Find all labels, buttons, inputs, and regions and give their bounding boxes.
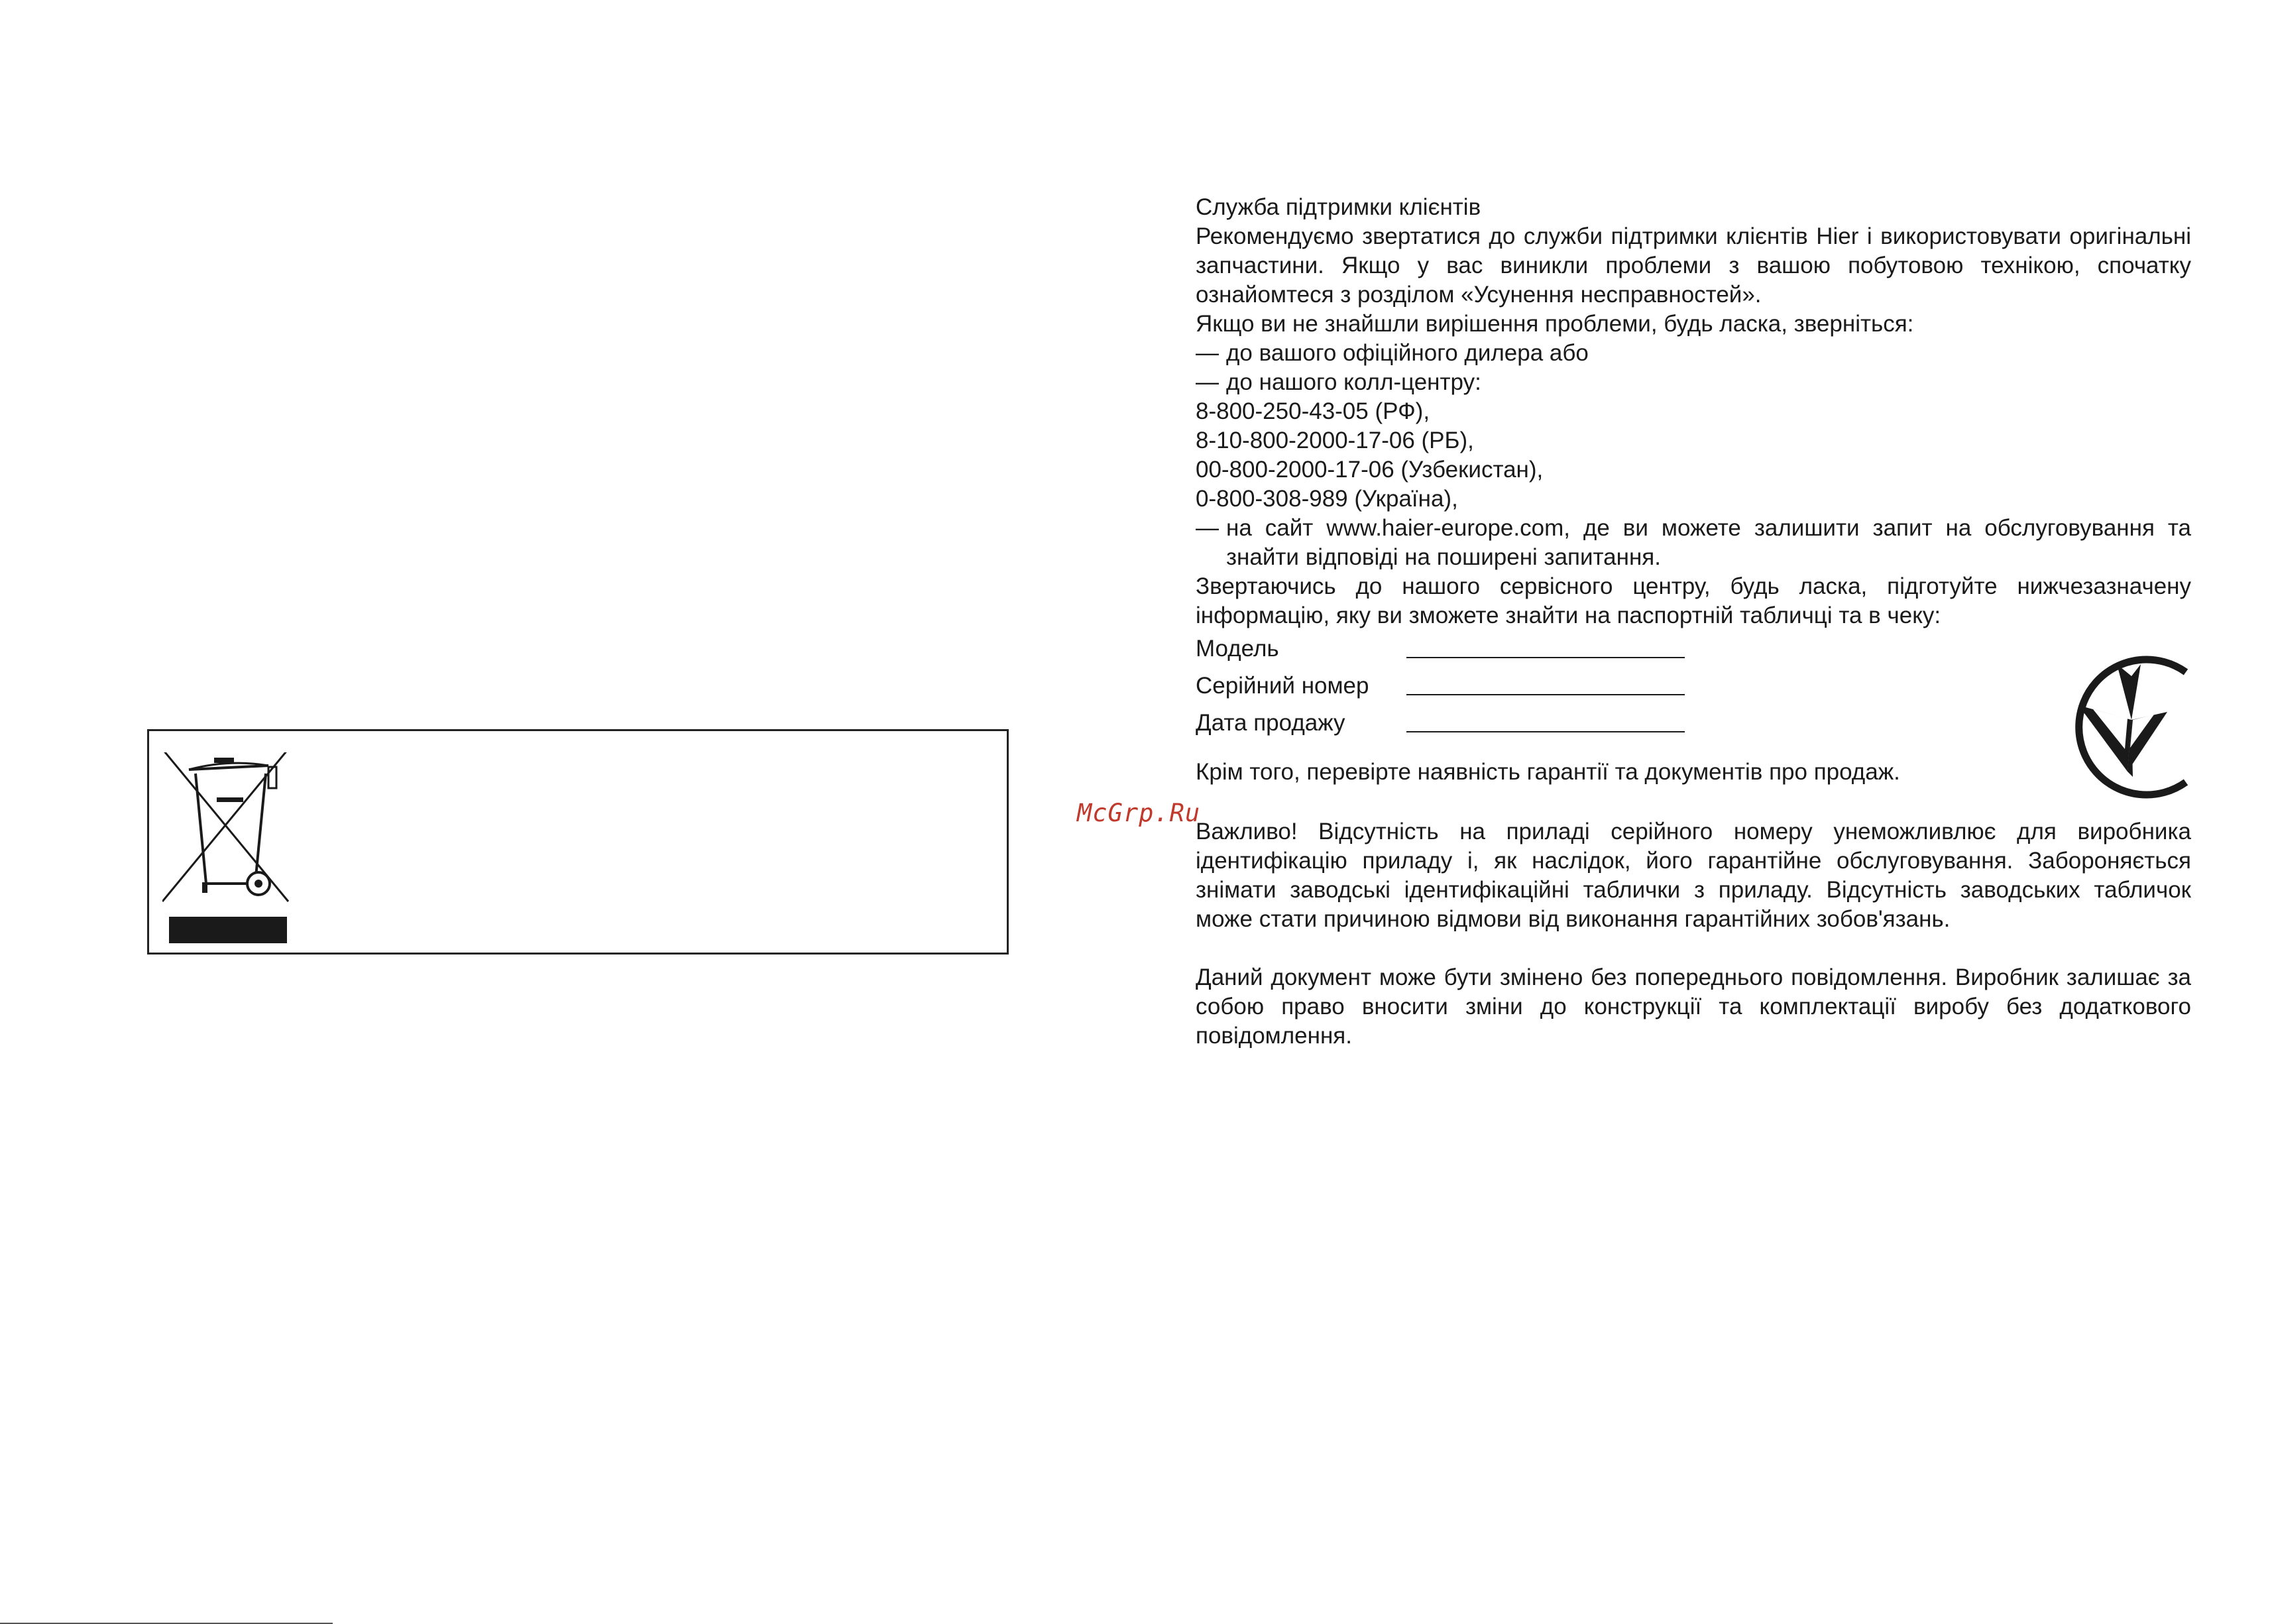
- form-row-model: [1196, 630, 2191, 667]
- option-call-center-text: до нашого колл-центру:: [1226, 369, 1481, 395]
- option-site: [1196, 514, 2191, 572]
- ukrainian-conformity-mark-icon: [2053, 638, 2192, 803]
- phone-ukraine: 0-800-308-989 (Україна),: [1196, 486, 1458, 512]
- serial-label: Серійний номер: [1196, 673, 1369, 699]
- important-paragraph: Важливо! Відсутність на приладі серійного номеру унеможливлює для виробника ідентифікацію приладу і, як наслідок, його гарантійне обслуговування. Забороняється знімати заводські ідентифікаційні таблички з приладу. Відсутність заводських табличок може стати причиною відмови від виконання гарантійних зобов'язань.: [1196, 819, 2191, 932]
- option-dealer: [1196, 339, 2191, 368]
- phone-belarus: 8-10-800-2000-17-06 (РБ),: [1196, 428, 1474, 453]
- section-heading: Служба підтримки клієнтів: [1196, 194, 1481, 220]
- option-dealer-text: до вашого офіційного дилера або: [1226, 340, 1589, 366]
- sale-date-blank-line: [1406, 731, 1685, 732]
- check-warranty-line: Крім того, перевірте наявність гарантії та документів про продаж.: [1196, 759, 1900, 785]
- prepare-info-paragraph: Звертаючись до нашого сервісного центру, будь ласка, підготуйте нижчезазначену інформацію, яку ви зможете знайти на паспортній табличці та в чеку:: [1196, 573, 2191, 628]
- option-site-text: на сайт www.haier-europe.com, де ви можете залишити запит на обслуговування та знайти відповіді на поширені запитання.: [1226, 515, 2191, 570]
- model-blank-line: [1406, 657, 1685, 658]
- dash-bullet: —: [1196, 340, 1219, 366]
- weee-notice-box: [147, 729, 1009, 955]
- model-label: Модель: [1196, 636, 1279, 662]
- intro-paragraph: Рекомендуємо звертатися до служби підтримки клієнтів Hier і використовувати оригінальні запчастини. Якщо у вас виникли проблеми з вашою побутовою технікою, спочатку ознайомтеся з розділом «Усунення несправностей».: [1196, 223, 2191, 308]
- option-call-center: [1196, 368, 2191, 397]
- serial-blank-line: [1406, 694, 1685, 695]
- dash-bullet: —: [1196, 369, 1219, 395]
- watermark: McGrp.Ru: [1077, 799, 1201, 827]
- dash-bullet: —: [1196, 515, 1219, 541]
- support-section: [1196, 193, 2191, 1051]
- crossed-out-wheelie-bin-icon: [162, 752, 295, 951]
- form-row-sale-date: [1196, 705, 2191, 742]
- sale-date-label: Дата продажу: [1196, 710, 1345, 736]
- not-found-line: Якщо ви не знайшли вирішення проблеми, будь ласка, зверніться:: [1196, 311, 1914, 337]
- form-row-serial: [1196, 667, 2191, 705]
- disclaimer-paragraph: Даний документ може бути змінено без попереднього повідомлення. Виробник залишає за собою право вносити зміни до конструкції та комплектації виробу без додаткового повідомлення.: [1196, 964, 2191, 1049]
- phone-uzbekistan: 00-800-2000-17-06 (Узбекистан),: [1196, 457, 1544, 483]
- phone-russia: 8-800-250-43-05 (РФ),: [1196, 398, 1430, 424]
